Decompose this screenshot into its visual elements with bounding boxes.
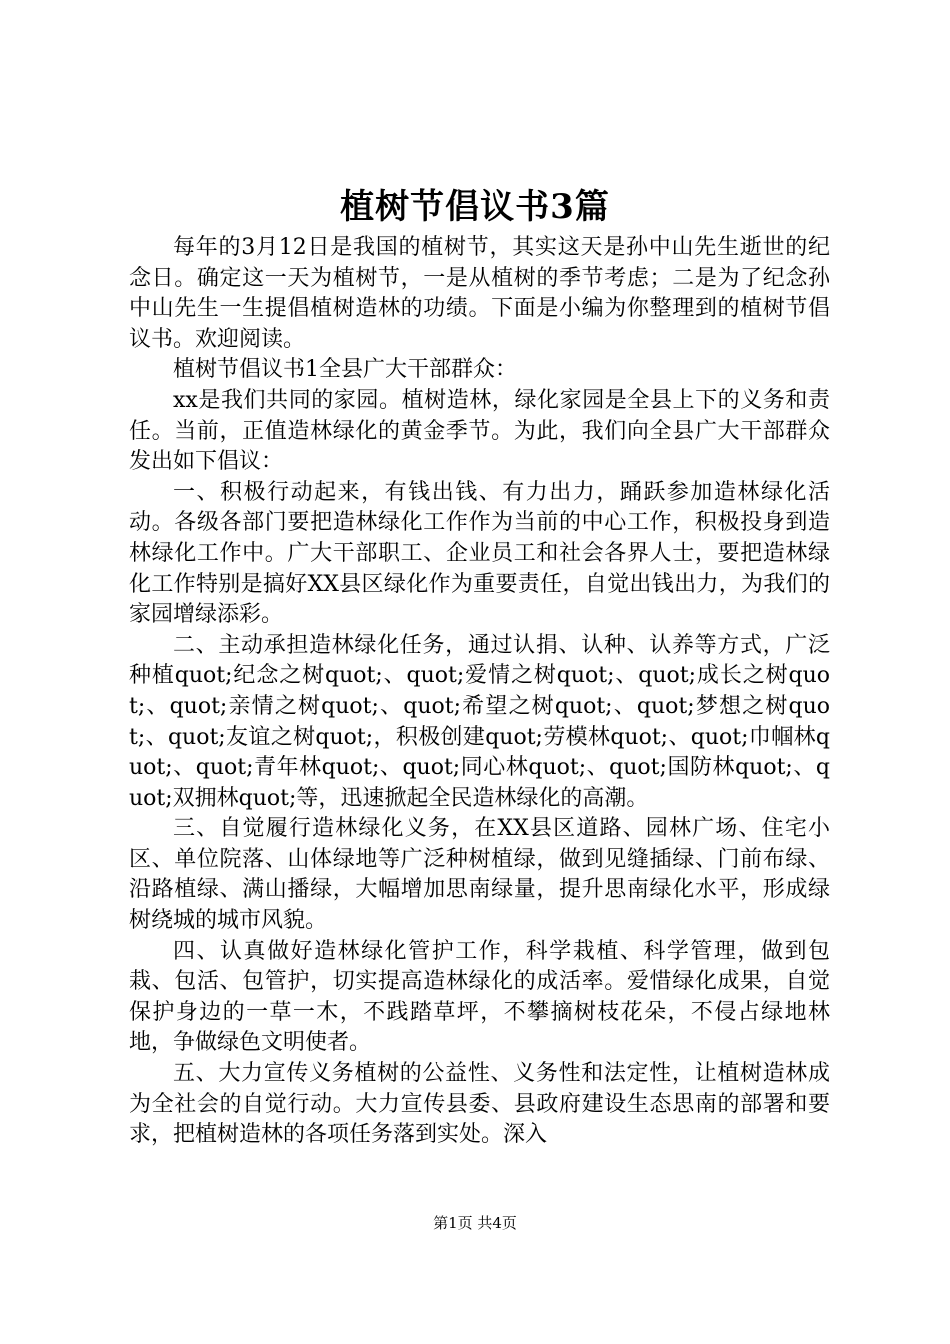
document-body: [129, 233, 830, 1151]
paragraph-item-5: 五、大力宣传义务植树的公益性、义务性和法定性，让植树造林成为全社会的自觉行动。大力宣传县委、县政府建设生态思南的部署和要求，把植树造林的各项任务落到实处。深入: [129, 1061, 830, 1148]
paragraph-salutation: 植树节倡议书1全县广大干部群众：: [173, 357, 517, 383]
paragraph-item-4: 四、认真做好造林绿化管护工作，科学栽植、科学管理，做到包栽、包活、包管护，切实提高造林绿化的成活率。爱惜绿化成果，自觉保护身边的一草一木，不践踏草坪，不攀摘树枝花朵，不侵占绿地林地，争做绿色文明使者。: [129, 938, 830, 1056]
paragraph-item-3: 三、自觉履行造林绿化义务，在XX县区道路、园林广场、住宅小区、单位院落、山体绿地等广泛种树植绿，做到见缝插绿、门前布绿、沿路植绿、满山播绿，大幅增加思南绿量，提升思南绿化水平，形成绿树绕城的城市风貌。: [129, 816, 830, 934]
paragraph-item-2: 二、主动承担造林绿化任务，通过认捐、认种、认养等方式，广泛种植quot;纪念之树quot;、quot;爱情之树quot;、quot;成长之树quot;、quot;亲情之树quot;、quot;希望之树quot;、quot;梦想之树quot;、quot;友谊之树quot;，积极创建quot;劳模林quot;、quot;巾帼林quot;、quot;青年林quot;、quot;同心林quot;、quot;国防林quot;、quot;双拥林quot;等，迅速掀起全民造林绿化的高潮。: [129, 632, 830, 811]
paragraph-preamble: xx是我们共同的家园。植树造林，绿化家园是全县上下的义务和责任。当前，正值造林绿化的黄金季节。为此，我们向全县广大干部群众发出如下倡议：: [129, 387, 830, 475]
page-footer: 第1页 共4页: [433, 1214, 517, 1232]
paragraph-intro: 每年的3月12日是我国的植树节，其实这天是孙中山先生逝世的纪念日。确定这一天为植树节，一是从植树的季节考虑；二是为了纪念孙中山先生一生提倡植树造林的功绩。下面是小编为你整理到的植树节倡议书。欢迎阅读。: [129, 235, 830, 352]
paragraph-item-1: 一、积极行动起来，有钱出钱、有力出力，踊跃参加造林绿化活动。各级各部门要把造林绿化工作作为当前的中心工作，积极投身到造林绿化工作中。广大干部职工、企业员工和社会各界人士，要把造林绿化工作特别是搞好XX县区绿化作为重要责任，自觉出钱出力，为我们的家园增绿添彩。: [129, 479, 830, 628]
document-title: 植树节倡议书3篇: [340, 187, 610, 227]
